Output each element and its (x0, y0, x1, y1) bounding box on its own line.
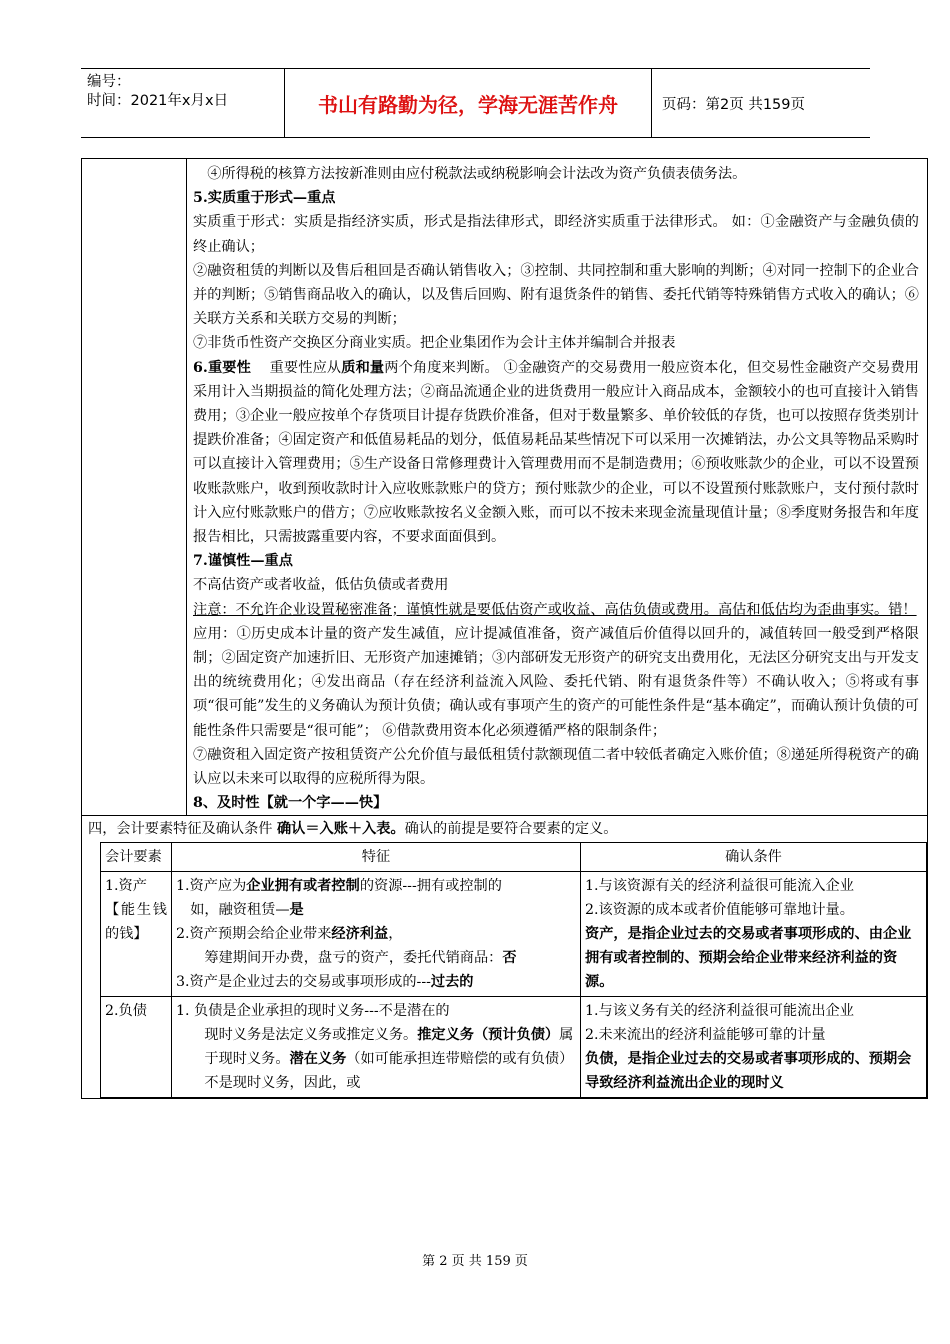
importance-paragraph (193, 356, 919, 550)
asset-f2-e: 否 (502, 950, 517, 967)
tax-note: ④所得税的核算方法按新准则由应付税款法或纳税影响会计法改为资产负债表债务法。 (207, 166, 747, 182)
prudence-title: 7.谨慎性—重点 (193, 553, 293, 570)
liab-f2 (176, 1023, 576, 1095)
substance-title: 5.实质重于形式—重点 (193, 190, 336, 207)
section4-heading (82, 816, 927, 842)
col-feature: 特征 (172, 843, 581, 872)
date-line: 时间：2021年x月x日 (87, 93, 229, 109)
header-meta (81, 69, 285, 137)
asset-f2-c: ， (388, 926, 403, 943)
asset-row (101, 872, 927, 997)
asset-f2-a: 2.资产预期会给企业带来 (176, 926, 332, 943)
asset-conditions (581, 872, 927, 997)
liab-conditions (581, 997, 927, 1098)
asset-f1-b: 企业拥有或者控制 (246, 878, 360, 895)
prudence-note: 注意：不允许企业设置秘密准备；谨慎性就是要低估资产或收益、高估负债或费用。高估和低估均为歪曲事实。错！ (193, 601, 917, 618)
liab-features (172, 997, 581, 1098)
substance-text: 实质重于形式：实质是指经济实质，形式是指法律形式，即经济实质重于法律形式。 如：①金融资产与金融负债的终止确认； (193, 214, 919, 255)
page-code: 页码：第2页 共159页 (662, 96, 806, 113)
prudence-app2: ⑦融资租入固定资产按租赁资产公允价值与最低租赁付款额现值二者中较低者确定入账价值；⑧递延所得税资产的确认应以未来可以取得的应税所得为限。 (193, 746, 919, 788)
liab-f2-c: 属于现时义务。 (204, 1027, 574, 1068)
asset-f1-d: 如，融资租赁— (190, 902, 290, 919)
asset-f3-b: 过去的 (430, 974, 474, 991)
liab-f2-a: 现时义务是法定义务或推定义务。 (204, 1027, 418, 1044)
principles-cell (187, 159, 928, 816)
page-footer: 第 2 页 共 159 页 (422, 1254, 528, 1269)
liab-c3: 负债，是指企业过去的交易或者事项形成的、预期会导致经济利益流出企业的现时义 (585, 1051, 912, 1092)
content-table (81, 158, 928, 1099)
substance-text3: ⑦非货币性资产交换区分商业实质。把企业集团作为会计主体并编制合并报表 (193, 335, 676, 352)
asset-f1-e: 是 (289, 902, 304, 919)
asset-name: 1.资产 (105, 878, 147, 895)
liability-row (101, 997, 927, 1098)
timeliness: 8、及时性【就一个字——快】 (193, 795, 388, 812)
asset-c3: 资产，是指企业过去的交易或者事项形成的、由企业拥有或者控制的、预期会给企业带来经济利益的资源。 (585, 926, 912, 991)
asset-f2-b: 经济利益 (331, 926, 389, 943)
asset-alias: 【能生钱的钱】 (105, 902, 167, 943)
prudence-text: 不高估资产或者收益，低估负债或者费用 (193, 577, 449, 594)
section4-bold: 确认＝入账＋入表。 (276, 821, 405, 838)
importance-text: 两个角度来判断。 ①金融资产的交易费用一般应资本化，但交易性金融资产交易费用采用计入当期损益的简化处理方法；②商品流通企业的进货费用一般应计入商品成本，金额较小的也可直接计入销售费用；③企业一般应按单个存货项目计提存货跌价准备，但对于数量繁多、单价较低的存货，也可以按照存货类别计提跌价准备；④固定资产和低值易耗品的划分，低值易耗品某些情况下可以采用一次摊销法，办公文具等物品采购时可以直接计入管理费用；⑤生产设备日常修理费计入管理费用而不是制造费用；⑥预收账款少的企业，可以不设置预收账款账户，收到预收款时计入应收账款账户的贷方；预付账款少的企业，可以不设置预付账款账户，支付预付款时计入应付账款账户的借方；⑦应收账款按名义金额入账，而可以不按未来现金流量现值计量；⑧季度财务报告和年度报告相比，只需披露重要内容，不要求面面俱到。 (193, 359, 919, 546)
liab-name: 2.负债 (101, 997, 172, 1098)
importance-lead: 重要性应从 (269, 359, 342, 376)
section4-lead: 四，会计要素特征及确认条件 (88, 821, 277, 838)
importance-bold: 质和量 (341, 359, 385, 376)
asset-f1-c: 的资源---拥有或控制的 (359, 878, 502, 895)
col-element: 会计要素 (101, 843, 172, 872)
asset-f3-a: 3.资产是企业过去的交易或事项形成的--- (176, 974, 431, 991)
asset-f2-d: 筹建期间开办费，盘亏的资产，委托代销商品： (204, 950, 503, 967)
liab-f2-e: （如可能承担连带赔偿的或有负债）不是现时义务，因此，或 (204, 1051, 574, 1092)
motto: 书山有路勤为径，学海无涯苦作舟 (285, 69, 652, 137)
substance-text2: ②融资租赁的判断以及售后租回是否确认销售收入；③控制、共同控制和重大影响的判断；④对同一控制下的企业合并的判断；⑤销售商品收入的确认，以及售后回购、附有退货条件的销售、委托代销等特殊销售方式收入的确认；⑥关联方关系和关联方交易的判断； (193, 262, 919, 328)
liab-f1: 1. 负债是企业承担的现时义务---不是潜在的 (176, 1003, 450, 1020)
asset-c1: 1.与该资源有关的经济利益很可能流入企业 (585, 878, 854, 895)
section4-cell (82, 816, 928, 1099)
asset-features (172, 872, 581, 997)
section4-tail: 确认的前提是要符合要素的定义。 (404, 821, 618, 838)
asset-c2: 2.该资源的成本或者价值能够可靠地计量。 (585, 902, 854, 919)
number-label: 编号： (87, 74, 131, 90)
liab-f2-d: 潜在义务 (289, 1051, 347, 1068)
page-header (81, 68, 870, 138)
asset-name-cell (101, 872, 172, 997)
elements-table (100, 842, 927, 1098)
liab-c1: 1.与该义务有关的经济利益很可能流出企业 (585, 1003, 854, 1020)
liab-c2: 2.未来流出的经济利益能够可靠的计量 (585, 1027, 826, 1044)
asset-f1-a: 1.资产应为 (176, 878, 247, 895)
importance-title: 6.重要性 (193, 359, 251, 376)
left-blank-cell (82, 159, 187, 816)
liab-f2-b: 推定义务（预计负债） (417, 1027, 560, 1044)
col-condition: 确认条件 (581, 843, 927, 872)
prudence-app: 应用：①历史成本计量的资产发生减值，应计提减值准备，资产减值后价值得以回升的，减值转回一般受到严格限制；②固定资产加速折旧、无形资产加速摊销；③内部研发无形资产的研究支出费用化，无法区分研究支出与开发支出的统统费用化；④发出商品（存在经济利益流入风险、委托代销、附有退货条件等）不确认收入；⑤将或有事项“很可能”发生的义务确认为预计负债；确认或有事项产生的资产的可能性条件是“基本确定”，而确认预计负债的可能性条件只需要是“很可能”； ⑥借款费用资本化必须遵循严格的限制条件； (193, 625, 919, 739)
